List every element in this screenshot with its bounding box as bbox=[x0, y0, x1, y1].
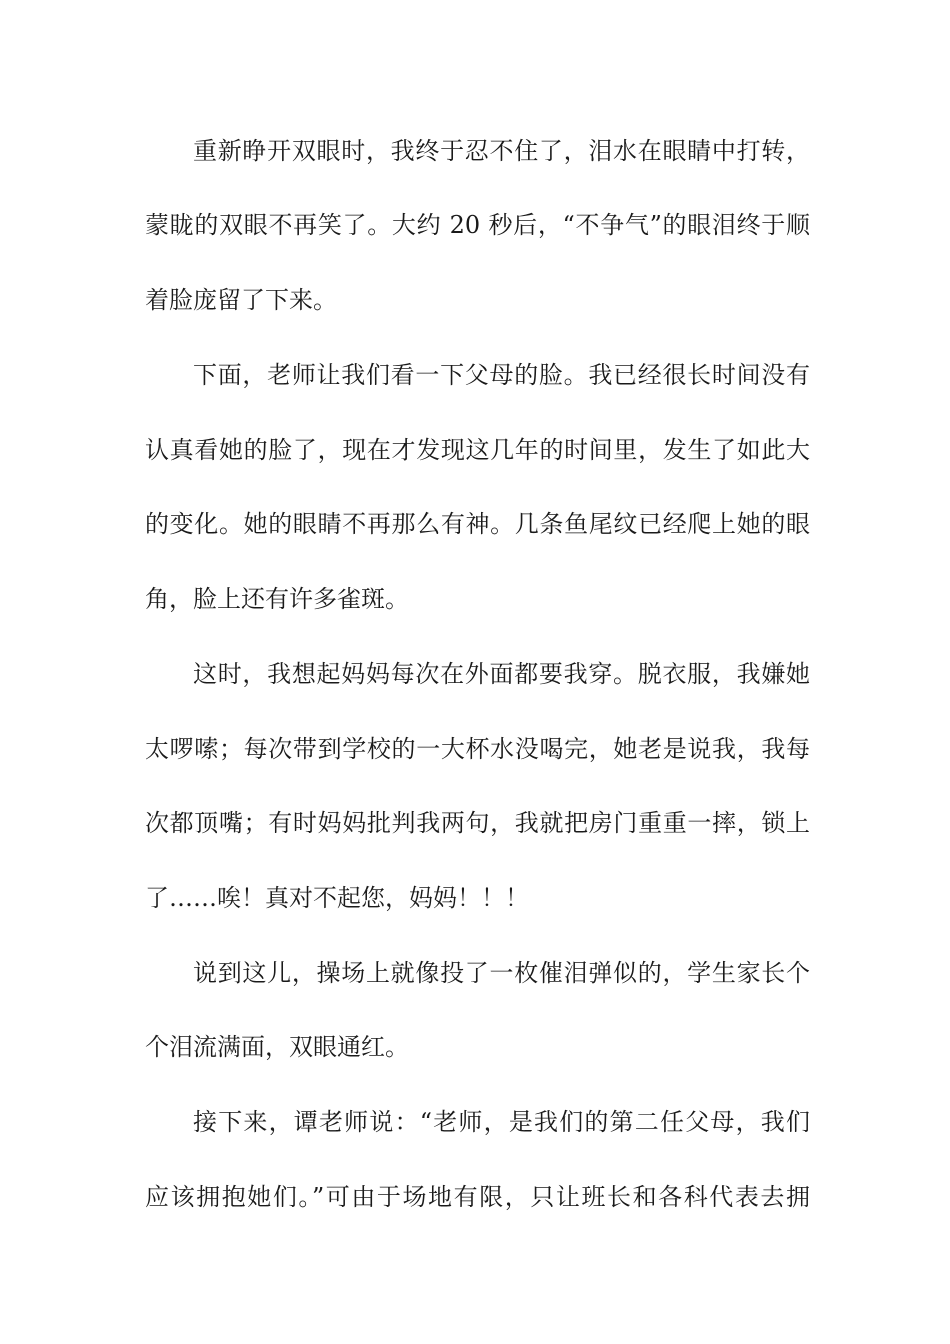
text-line: 个泪流满面，双眼通红。 bbox=[145, 1033, 409, 1061]
text-line: 应该拥抱她们。”可由于场地有限，只让班长和各科代表去拥 bbox=[145, 1183, 810, 1211]
text-line: 认真看她的脸了，现在才发现这几年的时间里，发生了如此大 bbox=[145, 436, 810, 464]
text-line: 接下来，谭老师说：“老师，是我们的第二任父母，我们 bbox=[193, 1108, 810, 1136]
text-line: 次都顶嘴；有时妈妈批判我两句，我就把房门重重一摔，锁上 bbox=[145, 809, 810, 837]
text-line: 蒙眬的双眼不再笑了。大约 20 秒后，“不争气”的眼泪终于顺 bbox=[145, 211, 810, 239]
text-line: 太啰嗦；每次带到学校的一大杯水没喝完，她老是说我，我每 bbox=[145, 735, 810, 763]
text-line: 着脸庞留了下来。 bbox=[145, 286, 337, 314]
text-line: 重新睁开双眼时，我终于忍不住了，泪水在眼睛中打转， bbox=[193, 137, 810, 165]
text-line: 的变化。她的眼睛不再那么有神。几条鱼尾纹已经爬上她的眼 bbox=[145, 510, 810, 538]
text-line: 这时，我想起妈妈每次在外面都要我穿。脱衣服，我嫌她 bbox=[193, 660, 810, 688]
text-line: 了……唉！真对不起您，妈妈！！！ bbox=[145, 884, 529, 912]
text-line: 角，脸上还有许多雀斑。 bbox=[145, 585, 409, 613]
text-line: 说到这儿，操场上就像投了一枚催泪弹似的，学生家长个 bbox=[193, 959, 810, 987]
text-line: 下面，老师让我们看一下父母的脸。我已经很长时间没有 bbox=[193, 361, 810, 389]
